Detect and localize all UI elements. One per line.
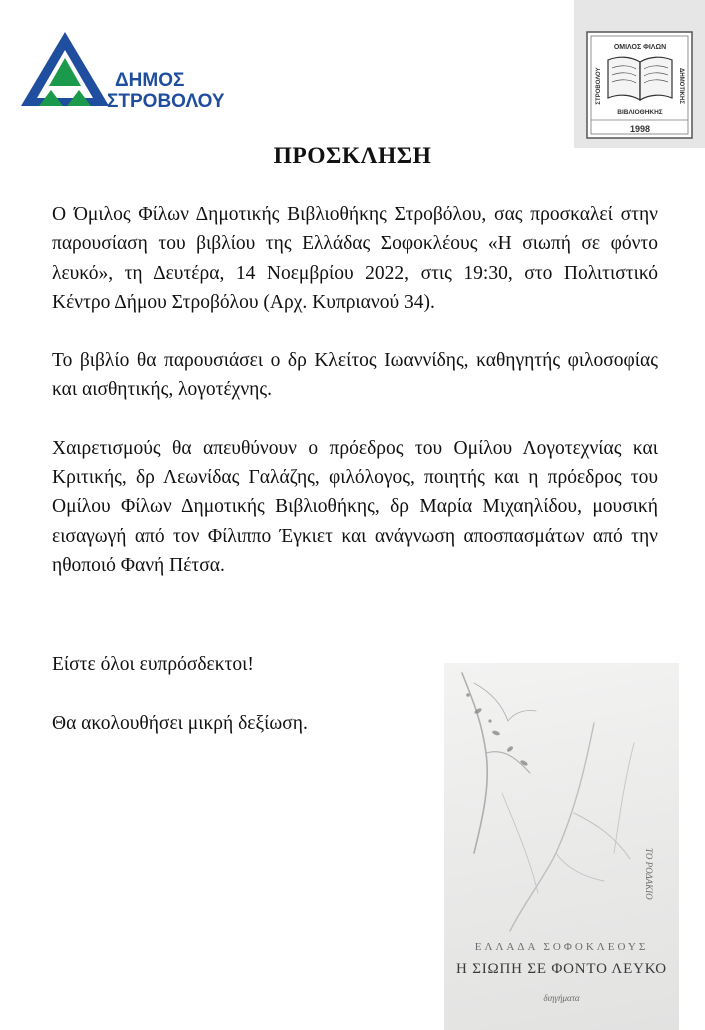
paragraph-event-details: Ο Όμιλος Φίλων Δημοτικής Βιβλιοθήκης Στροβόλου, σας προσκαλεί στην παρουσίαση του βιβλίου της Ελλάδας Σοφοκλέους «Η σιωπή σε φόντο λευκό», τη Δευτέρα, 14 Νοεμβρίου 2022, στις 19:30, στο Πολιτιστικό Κέντρο Δήμου Στροβόλου (Αρχ. Κυπριανού 34). xyxy=(52,204,658,313)
logo-text-line1: ΔΗΜΟΣ xyxy=(115,70,185,91)
paragraph-welcome: Είστε όλοι ευπρόσδεκτοι! xyxy=(52,654,254,676)
library-friends-club-logo xyxy=(574,0,705,148)
invitation-title: ΠΡΟΣΚΛΗΣΗ xyxy=(273,143,432,169)
club-bottom-text: ΒΙΒΛΙΟΘΗΚΗΣ xyxy=(617,109,663,116)
logo-text-line2: ΣΤΡΟΒΟΛΟΥ xyxy=(107,91,225,112)
open-book-icon xyxy=(608,57,672,100)
club-top-text: ΟΜΙΛΟΣ ΦΙΛΩΝ xyxy=(613,44,667,51)
club-year: 1998 xyxy=(629,124,651,134)
paragraph-presenter: Το βιβλίο θα παρουσιάσει ο δρ Κλείτος Ιωαννίδης, καθηγητής φιλοσοφίας και αισθητικής, λογοτέχνης. xyxy=(52,350,658,401)
paragraph-greetings: Χαιρετισμούς θα απευθύνουν ο πρόεδρος του Ομίλου Λογοτεχνίας και Κριτικής, δρ Λεωνίδας Γαλάζης, φιλόλογος, ποιητής και η πρόεδρος του Ομίλου Φίλων Δημοτικής Βιβλιοθήκης, δρ Μαρία Μιχαηλίδου, μουσική εισαγωγή από τον Φίλιππο Έγκιετ και ανάγνωση αποσπασμάτων από την ηθοποιό Φανή Πέτσα. xyxy=(52,437,658,576)
book-author: ΕΛΛΑΔΑ ΣΟΦΟΚΛΕΟΥΣ xyxy=(474,941,649,953)
book-title: Η ΣΙΩΠΗ ΣΕ ΦΟΝΤΟ ΛΕΥΚΟ xyxy=(456,961,667,977)
book-cover-image xyxy=(444,663,679,1030)
book-genre: διηγήματα xyxy=(543,993,580,1003)
paragraph-reception: Θα ακολουθήσει μικρή δεξίωση. xyxy=(52,712,308,734)
invitation-body xyxy=(52,200,658,738)
book-series-label: ΤΟ ΡΟΔΑΚΙΟ xyxy=(644,848,654,900)
club-right-text: ΔΗΜΟΤΙΚΗΣ xyxy=(678,68,684,104)
strovolos-municipality-logo xyxy=(15,28,240,116)
club-left-text: ΣΤΡΟΒΟΛΟΥ xyxy=(596,67,602,105)
